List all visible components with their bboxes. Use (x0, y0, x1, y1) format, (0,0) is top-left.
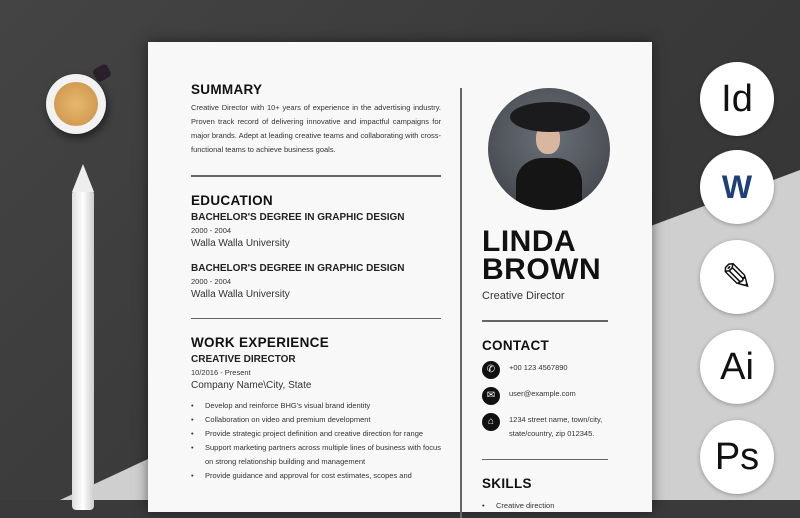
bullet: • Collaboration on video and premium development (191, 413, 441, 427)
degree-years: 2000 - 2004 (191, 225, 232, 235)
school: Walla Walla University (191, 288, 290, 300)
contact-phone (482, 361, 612, 379)
right-column (482, 88, 612, 513)
summary-heading: SUMMARY (191, 82, 263, 97)
job-title: CREATIVE DIRECTOR (191, 354, 296, 365)
divider (482, 320, 608, 322)
last-name: BROWN (482, 253, 602, 286)
phone-text: +00 123 4567890 (509, 362, 568, 372)
home-icon: ⌂ (482, 413, 500, 431)
divider (191, 318, 441, 320)
bullet: • Provide guidance and approval for cost estimates, scopes and (191, 469, 441, 483)
company: Company Name\City, State (191, 380, 312, 391)
resume-page (148, 42, 652, 512)
email-text: user@example.com (509, 388, 576, 398)
degree-years: 2000 - 2004 (191, 276, 232, 286)
phone-icon: ✆ (482, 361, 500, 379)
job-dates: 10/2016 - Present (191, 368, 251, 377)
degree: BACHELOR'S DEGREE IN GRAPHIC DESIGN (191, 211, 405, 223)
skills-heading: SKILLS (482, 476, 532, 491)
pen-icon: ✎ (700, 240, 774, 314)
degree: BACHELOR'S DEGREE IN GRAPHIC DESIGN (191, 262, 405, 274)
illustrator-icon: Ai (700, 330, 774, 404)
word-icon: W (700, 150, 774, 224)
bullet: • Develop and reinforce BHG's visual brand identity (191, 399, 441, 413)
divider (191, 175, 441, 177)
indesign-icon: Id (700, 62, 774, 136)
left-column (191, 82, 441, 483)
skill: • Creative direction (482, 499, 612, 513)
pencil (72, 190, 94, 510)
first-name: LINDA (482, 225, 577, 258)
contact-address (482, 413, 612, 441)
work-heading: WORK EXPERIENCE (191, 335, 330, 350)
column-divider (460, 88, 462, 518)
skills-list (482, 499, 612, 513)
mail-icon: ✉ (482, 387, 500, 405)
bullet: • Provide strategic project definition and creative direction for range (191, 427, 441, 441)
divider (482, 459, 608, 461)
school: Walla Walla University (191, 237, 290, 249)
address-text: 1234 street name, town/city, state/country, zip 012345. (509, 414, 603, 438)
education-heading: EDUCATION (191, 192, 273, 208)
contact-heading: CONTACT (482, 337, 550, 353)
profile-photo (488, 88, 610, 210)
coffee-cup (46, 74, 106, 134)
name (482, 225, 612, 286)
bullet: • Support marketing partners across multiple lines of business with focus on strong relationship building and management (191, 441, 441, 469)
photoshop-icon: Ps (700, 420, 774, 494)
contact-email (482, 387, 612, 405)
summary-text: Creative Director with 10+ years of experience in the advertising industry. Proven track record of delivering innovative and impactful campaigns for major brands. Adept at leading creative teams and collaborating with cross-functional teams to achieve business goals. (191, 103, 441, 154)
job-bullets (191, 399, 441, 483)
profile-role: Creative Director (482, 290, 565, 302)
